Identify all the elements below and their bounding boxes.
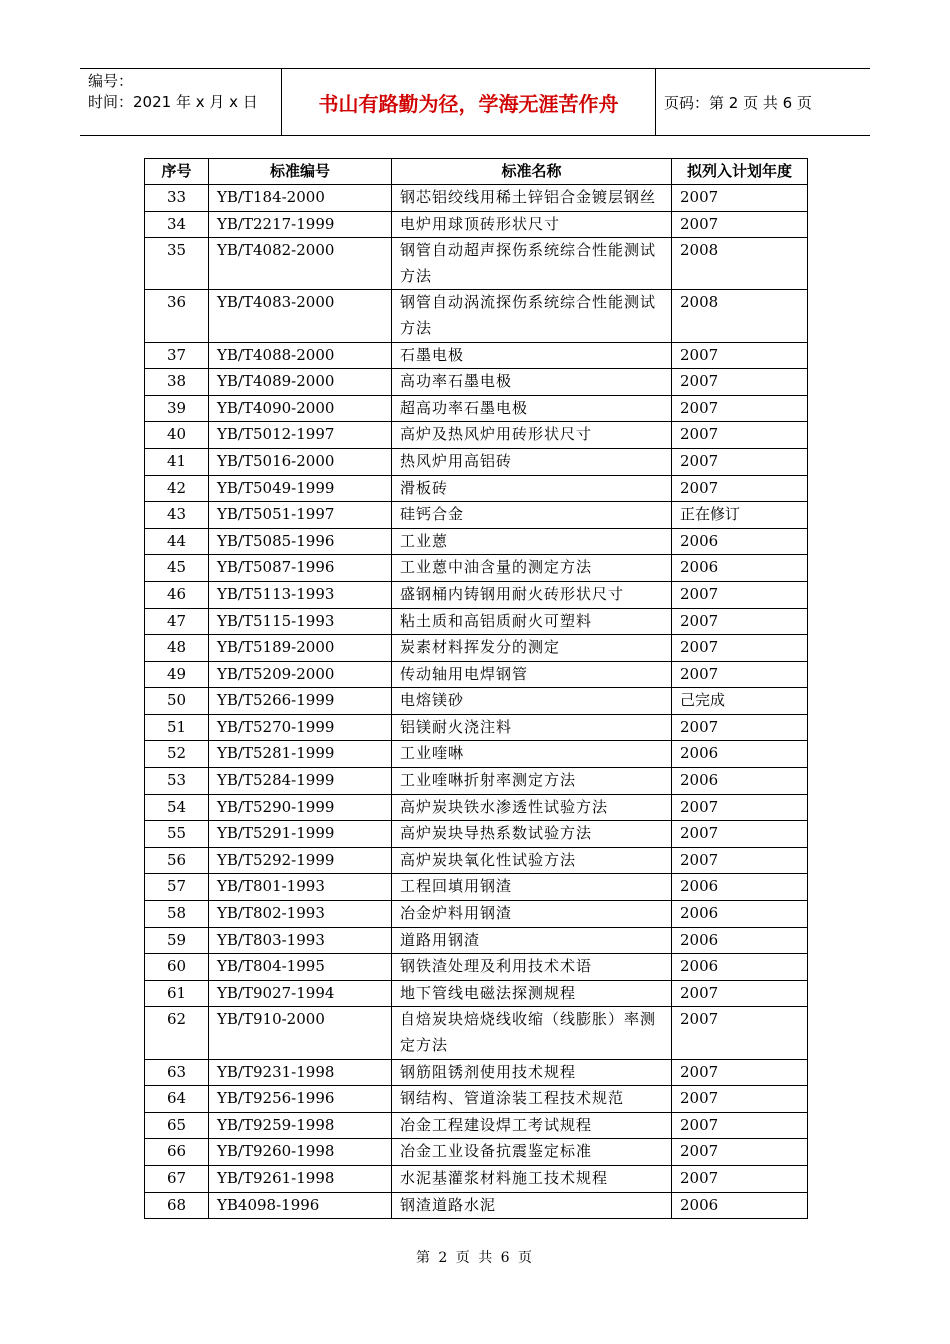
standard-code-cell: YB/T184-2000 [209,185,392,212]
planned-year-cell: 2007 [672,1059,808,1086]
standard-name-cell: 滑板砖 [392,475,672,502]
standard-code-cell: YB/T5113-1993 [209,581,392,608]
standard-name-cell: 冶金炉料用钢渣 [392,901,672,928]
standard-code-cell: YB/T4083-2000 [209,290,392,342]
col-header-year: 拟列入计划年度 [672,159,808,185]
row-index-cell: 53 [145,768,209,795]
table-row [145,211,808,238]
row-index-cell: 55 [145,821,209,848]
table-row [145,661,808,688]
standard-name-cell: 盛钢桶内铸钢用耐火砖形状尺寸 [392,581,672,608]
planned-year-cell: 2007 [672,1139,808,1166]
table-row [145,581,808,608]
planned-year-cell: 2007 [672,1112,808,1139]
table-row [145,688,808,715]
planned-year-cell: 2007 [672,847,808,874]
standard-code-cell: YB/T5051-1997 [209,502,392,529]
standard-code-cell: YB/T5209-2000 [209,661,392,688]
table-row [145,635,808,662]
table-row [145,847,808,874]
row-index-cell: 58 [145,901,209,928]
standard-name-cell: 钢管自动超声探伤系统综合性能测试方法 [392,238,672,290]
row-index-cell: 42 [145,475,209,502]
standard-name-cell: 超高功率石墨电极 [392,395,672,422]
planned-year-cell: 2007 [672,342,808,369]
planned-year-cell: 2007 [672,821,808,848]
table-row [145,980,808,1007]
row-index-cell: 38 [145,369,209,396]
table-row [145,714,808,741]
standard-name-cell: 工业蒽中油含量的测定方法 [392,555,672,582]
row-index-cell: 54 [145,794,209,821]
standard-name-cell: 工业蒽 [392,528,672,555]
planned-year-cell: 2007 [672,1007,808,1059]
standard-code-cell: YB/T5012-1997 [209,422,392,449]
standard-code-cell: YB/T9261-1998 [209,1165,392,1192]
doc-number-label: 编号： [88,72,134,90]
standard-code-cell: YB/T5115-1993 [209,608,392,635]
standard-name-cell: 冶金工业设备抗震鉴定标准 [392,1139,672,1166]
standards-table [144,158,808,1219]
planned-year-cell: 2006 [672,741,808,768]
row-index-cell: 64 [145,1086,209,1113]
planned-year-cell: 2007 [672,661,808,688]
table-row [145,555,808,582]
table-row [145,794,808,821]
standard-code-cell: YB/T4089-2000 [209,369,392,396]
standard-code-cell: YB/T9260-1998 [209,1139,392,1166]
standard-name-cell: 钢铁渣处理及利用技术术语 [392,954,672,981]
planned-year-cell: 2006 [672,768,808,795]
table-row [145,1139,808,1166]
standard-code-cell: YB/T804-1995 [209,954,392,981]
standard-code-cell: YB/T9259-1998 [209,1112,392,1139]
standard-name-cell: 高炉炭块氧化性试验方法 [392,847,672,874]
table-row [145,369,808,396]
planned-year-cell: 2007 [672,448,808,475]
row-index-cell: 48 [145,635,209,662]
table-row [145,1059,808,1086]
table-row [145,901,808,928]
standard-name-cell: 高功率石墨电极 [392,369,672,396]
table-body [145,185,808,1219]
planned-year-cell: 己完成 [672,688,808,715]
row-index-cell: 65 [145,1112,209,1139]
table-row [145,1086,808,1113]
standard-name-cell: 高炉及热风炉用砖形状尺寸 [392,422,672,449]
planned-year-cell: 2006 [672,555,808,582]
standard-code-cell: YB4098-1996 [209,1192,392,1219]
standard-name-cell: 传动轴用电焊钢管 [392,661,672,688]
row-index-cell: 60 [145,954,209,981]
row-index-cell: 67 [145,1165,209,1192]
row-index-cell: 63 [145,1059,209,1086]
standard-name-cell: 钢渣道路水泥 [392,1192,672,1219]
col-header-code: 标准编号 [209,159,392,185]
row-index-cell: 62 [145,1007,209,1059]
standard-code-cell: YB/T802-1993 [209,901,392,928]
planned-year-cell: 2007 [672,422,808,449]
planned-year-cell: 2007 [672,211,808,238]
planned-year-cell: 2007 [672,608,808,635]
standard-code-cell: YB/T5085-1996 [209,528,392,555]
standard-name-cell: 石墨电极 [392,342,672,369]
page-footer: 第 2 页 共 6 页 [415,1250,535,1266]
planned-year-cell: 2006 [672,528,808,555]
planned-year-cell: 2007 [672,581,808,608]
table-row [145,395,808,422]
row-index-cell: 61 [145,980,209,1007]
standard-code-cell: YB/T5281-1999 [209,741,392,768]
planned-year-cell: 2007 [672,1086,808,1113]
standard-code-cell: YB/T5292-1999 [209,847,392,874]
planned-year-cell: 2006 [672,874,808,901]
standard-name-cell: 工业喹啉折射率测定方法 [392,768,672,795]
standard-code-cell: YB/T5270-1999 [209,714,392,741]
standard-name-cell: 工业喹啉 [392,741,672,768]
row-index-cell: 34 [145,211,209,238]
standard-name-cell: 地下管线电磁法探测规程 [392,980,672,1007]
row-index-cell: 45 [145,555,209,582]
standard-name-cell: 粘土质和高铝质耐火可塑料 [392,608,672,635]
standard-name-cell: 电熔镁砂 [392,688,672,715]
planned-year-cell: 2006 [672,1192,808,1219]
standard-name-cell: 电炉用球顶砖形状尺寸 [392,211,672,238]
row-index-cell: 39 [145,395,209,422]
standard-code-cell: YB/T5189-2000 [209,635,392,662]
standard-code-cell: YB/T801-1993 [209,874,392,901]
standard-name-cell: 铝镁耐火浇注料 [392,714,672,741]
table-row [145,475,808,502]
standard-code-cell: YB/T4088-2000 [209,342,392,369]
row-index-cell: 47 [145,608,209,635]
standard-name-cell: 高炉炭块铁水渗透性试验方法 [392,794,672,821]
standard-name-cell: 热风炉用高铝砖 [392,448,672,475]
row-index-cell: 46 [145,581,209,608]
standard-code-cell: YB/T5266-1999 [209,688,392,715]
header-page-number: 页码：第 2 页 共 6 页 [664,93,812,112]
table-row [145,1007,808,1059]
planned-year-cell: 2007 [672,395,808,422]
standard-name-cell: 道路用钢渣 [392,927,672,954]
row-index-cell: 40 [145,422,209,449]
table-row [145,608,808,635]
row-index-cell: 68 [145,1192,209,1219]
row-index-cell: 35 [145,238,209,290]
standard-name-cell: 钢芯铝绞线用稀土锌铝合金镀层钢丝 [392,185,672,212]
planned-year-cell: 正在修订 [672,502,808,529]
standard-code-cell: YB/T910-2000 [209,1007,392,1059]
planned-year-cell: 2006 [672,927,808,954]
standard-name-cell: 高炉炭块导热系数试验方法 [392,821,672,848]
standard-code-cell: YB/T5291-1999 [209,821,392,848]
table-row [145,1165,808,1192]
planned-year-cell: 2008 [672,290,808,342]
header-motto: 书山有路勤为径，学海无涯苦作舟 [282,69,656,135]
planned-year-cell: 2006 [672,901,808,928]
table-row [145,185,808,212]
col-header-name: 标准名称 [392,159,672,185]
row-index-cell: 56 [145,847,209,874]
standard-code-cell: YB/T2217-1999 [209,211,392,238]
table-row [145,1112,808,1139]
row-index-cell: 59 [145,927,209,954]
row-index-cell: 44 [145,528,209,555]
standard-code-cell: YB/T5049-1999 [209,475,392,502]
standard-name-cell: 钢管自动涡流探伤系统综合性能测试方法 [392,290,672,342]
standard-code-cell: YB/T5290-1999 [209,794,392,821]
standard-code-cell: YB/T5016-2000 [209,448,392,475]
table-row [145,238,808,290]
standard-code-cell: YB/T9256-1996 [209,1086,392,1113]
row-index-cell: 41 [145,448,209,475]
row-index-cell: 51 [145,714,209,741]
header-meta [80,69,282,135]
row-index-cell: 52 [145,741,209,768]
standard-code-cell: YB/T5087-1996 [209,555,392,582]
standard-code-cell: YB/T803-1993 [209,927,392,954]
table-header-row [145,159,808,185]
table-row [145,821,808,848]
standard-name-cell: 硅钙合金 [392,502,672,529]
table-row [145,741,808,768]
standard-name-cell: 冶金工程建设焊工考试规程 [392,1112,672,1139]
planned-year-cell: 2007 [672,185,808,212]
standard-code-cell: YB/T5284-1999 [209,768,392,795]
planned-year-cell: 2007 [672,475,808,502]
row-index-cell: 50 [145,688,209,715]
standard-name-cell: 自焙炭块焙烧线收缩（线膨胀）率测定方法 [392,1007,672,1059]
standard-name-cell: 炭素材料挥发分的测定 [392,635,672,662]
table-row [145,448,808,475]
planned-year-cell: 2007 [672,714,808,741]
table-row [145,502,808,529]
standard-name-cell: 钢筋阻锈剂使用技术规程 [392,1059,672,1086]
table-row [145,1192,808,1219]
standard-name-cell: 水泥基灌浆材料施工技术规程 [392,1165,672,1192]
row-index-cell: 49 [145,661,209,688]
table-row [145,290,808,342]
planned-year-cell: 2007 [672,1165,808,1192]
table-row [145,342,808,369]
standard-code-cell: YB/T4082-2000 [209,238,392,290]
standard-code-cell: YB/T9231-1998 [209,1059,392,1086]
planned-year-cell: 2007 [672,369,808,396]
table-row [145,927,808,954]
row-index-cell: 36 [145,290,209,342]
row-index-cell: 37 [145,342,209,369]
standard-name-cell: 工程回填用钢渣 [392,874,672,901]
planned-year-cell: 2007 [672,980,808,1007]
planned-year-cell: 2008 [672,238,808,290]
row-index-cell: 43 [145,502,209,529]
standard-code-cell: YB/T9027-1994 [209,980,392,1007]
row-index-cell: 57 [145,874,209,901]
table-row [145,768,808,795]
col-header-index: 序号 [145,159,209,185]
doc-time-label: 时间：2021 年 x 月 x 日 [88,93,258,111]
table-row [145,528,808,555]
table-row [145,422,808,449]
page-header [80,68,870,136]
row-index-cell: 33 [145,185,209,212]
row-index-cell: 66 [145,1139,209,1166]
planned-year-cell: 2007 [672,794,808,821]
table-row [145,954,808,981]
planned-year-cell: 2007 [672,635,808,662]
table-row [145,874,808,901]
standard-code-cell: YB/T4090-2000 [209,395,392,422]
standard-name-cell: 钢结构、管道涂装工程技术规范 [392,1086,672,1113]
planned-year-cell: 2006 [672,954,808,981]
